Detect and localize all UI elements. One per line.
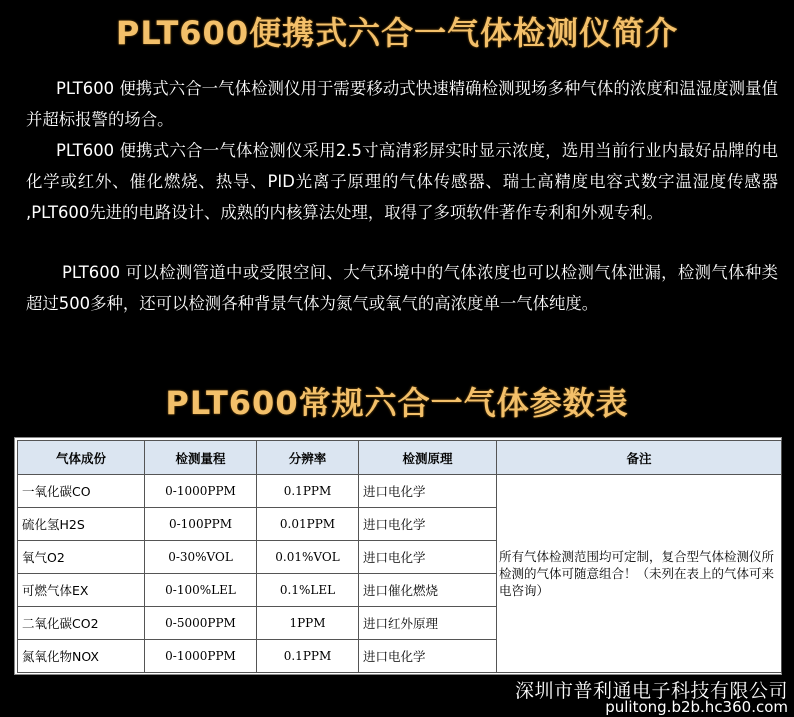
resolution-cell: 0.1PPM <box>257 640 359 673</box>
resolution-cell: 0.1PPM <box>257 475 359 508</box>
range-cell: 0-30%VOL <box>145 541 257 574</box>
gas-cell: 一氧化碳CO <box>18 475 145 508</box>
resolution-cell: 0.1%LEL <box>257 574 359 607</box>
gas-cell: 氧气O2 <box>18 541 145 574</box>
watermark-company: 深圳市普利通电子科技有限公司 <box>514 680 788 702</box>
principle-cell: 进口红外原理 <box>359 607 497 640</box>
watermark-url: pulitong.b2b.hc360.com <box>605 698 788 716</box>
intro-title: PLT600便携式六合一气体检测仪简介 <box>115 14 679 52</box>
gas-cell: 氮氧化物NOX <box>18 640 145 673</box>
gas-cell: 二氧化碳CO2 <box>18 607 145 640</box>
remark-cell: 所有气体检测范围均可定制，复合型气体检测仪所检测的气体可随意组合！（未列在表上的气体可来电咨询） <box>497 475 782 673</box>
header-principle: 检测原理 <box>359 441 497 475</box>
resolution-cell: 0.01PPM <box>257 508 359 541</box>
params-table <box>17 440 782 673</box>
gas-cell: 硫化氢H2S <box>18 508 145 541</box>
range-cell: 0-100PPM <box>145 508 257 541</box>
params-title: PLT600常规六合一气体参数表 <box>165 384 629 422</box>
range-cell: 0-1000PPM <box>145 475 257 508</box>
table-header-row <box>18 441 782 475</box>
intro-paragraph-2: PLT600 便携式六合一气体检测仪采用2.5寸高清彩屏实时显示浓度，选用当前行业内最好品牌的电化学或红外、催化燃烧、热导、PID光离子原理的气体传感器、瑞士高精度电容式数字温湿度传感器 ,PLT600先进的电路设计、成熟的内核算法处理，取得了多项软件著作专利和外观专利。 <box>26 141 778 222</box>
principle-cell: 进口催化燃烧 <box>359 574 497 607</box>
principle-cell: 进口电化学 <box>359 475 497 508</box>
principle-cell: 进口电化学 <box>359 508 497 541</box>
header-range: 检测量程 <box>145 441 257 475</box>
intro-paragraph-1: PLT600 便携式六合一气体检测仪用于需要移动式快速精确检测现场多种气体的浓度和温湿度测量值并超标报警的场合。 <box>26 79 778 129</box>
table-row <box>18 475 782 508</box>
params-table-frame <box>14 437 782 675</box>
resolution-cell: 0.01%VOL <box>257 541 359 574</box>
principle-cell: 进口电化学 <box>359 541 497 574</box>
range-cell: 0-5000PPM <box>145 607 257 640</box>
range-cell: 0-1000PPM <box>145 640 257 673</box>
header-resolution: 分辨率 <box>257 441 359 475</box>
gas-cell: 可燃气体EX <box>18 574 145 607</box>
principle-cell: 进口电化学 <box>359 640 497 673</box>
header-remark: 备注 <box>497 441 782 475</box>
range-cell: 0-100%LEL <box>145 574 257 607</box>
header-gas: 气体成份 <box>18 441 145 475</box>
resolution-cell: 1PPM <box>257 607 359 640</box>
intro-paragraph-3: PLT600 可以检测管道中或受限空间、大气环境中的气体浓度也可以检测气体泄漏，检测气体种类超过500多种，还可以检测各种背景气体为氮气或氧气的高浓度单一气体纯度。 <box>26 263 778 313</box>
